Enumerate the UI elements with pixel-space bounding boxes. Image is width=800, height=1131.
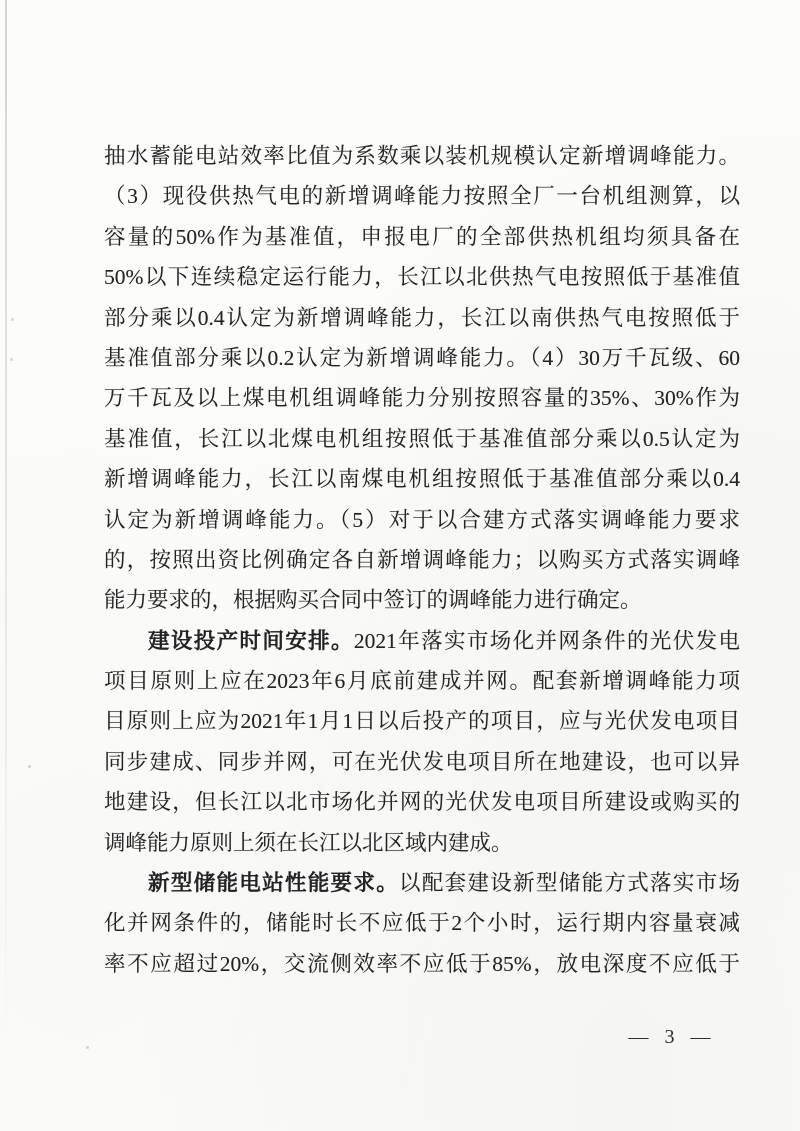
line-text: （3）现役供热气电的新增调峰能力按照全厂一台机组测算，以 xyxy=(104,184,740,209)
scan-speck xyxy=(86,1046,89,1049)
text-line xyxy=(104,701,740,741)
line-text: 抽水蓄能电站效率比值为系数乘以装机规模认定新增调峰能力。 xyxy=(104,144,740,168)
text-line xyxy=(104,782,740,822)
line-text: 地建设，但长江以北市场化并网的光伏发电项目所建设或购买的 xyxy=(104,790,740,815)
text-line xyxy=(104,661,740,701)
line-text: 率不应超过20%，交流侧效率不应低于85%，放电深度不应低于 xyxy=(104,951,740,976)
text-line xyxy=(104,580,740,620)
line-text: 基准值部分乘以0.2认定为新增调峰能力。（4）30万千瓦级、60 xyxy=(104,345,740,370)
document-body xyxy=(104,136,740,984)
text-line xyxy=(104,176,740,216)
text-line xyxy=(104,823,740,863)
line-text: 能力要求的，根据购买合同中签订的调峰能力进行确定。 xyxy=(104,588,642,613)
text-line xyxy=(104,540,740,580)
text-line xyxy=(104,621,740,661)
text-line xyxy=(104,298,740,338)
line-text: 化并网条件的，储能时长不应低于2个小时，运行期内容量衰减 xyxy=(104,911,740,936)
text-line xyxy=(104,944,740,984)
text-line xyxy=(104,136,740,176)
text-line xyxy=(104,217,740,257)
line-text: 项目原则上应在2023年6月底前建成并网。配套新增调峰能力项 xyxy=(104,669,740,694)
line-text: 50%以下连续稳定运行能力，长江以北供热气电按照低于基准值 xyxy=(104,265,740,290)
line-text: 同步建成、同步并网，可在光伏发电项目所在地建设，也可以异 xyxy=(104,749,740,774)
text-line xyxy=(104,338,740,378)
line-text: 认定为新增调峰能力。（5）对于以合建方式落实调峰能力要求 xyxy=(104,507,740,532)
line-bold-lead: 新型储能电站性能要求。 xyxy=(148,871,400,896)
page-number: — 3 — xyxy=(628,1026,712,1048)
line-text: 万千瓦及以上煤电机组调峰能力分别按照容量的35%、30%作为 xyxy=(104,386,740,411)
text-line xyxy=(104,378,740,418)
text-line xyxy=(104,459,740,499)
text-line xyxy=(104,742,740,782)
scan-speck xyxy=(11,318,14,321)
line-text: 目原则上应为2021年1月1日以后投产的项目，应与光伏发电项目 xyxy=(104,709,740,734)
line-bold-lead: 建设投产时间安排。 xyxy=(148,628,354,653)
text-line xyxy=(104,903,740,943)
text-line xyxy=(104,863,740,903)
text-line xyxy=(104,500,740,540)
line-text: 2021年落实市场化并网条件的光伏发电 xyxy=(353,628,740,653)
text-line xyxy=(104,257,740,297)
line-text: 新增调峰能力，长江以南煤电机组按照低于基准值部分乘以0.4 xyxy=(104,467,740,492)
line-text: 调峰能力原则上须在长江以北区域内建成。 xyxy=(104,830,513,855)
scan-speck xyxy=(28,765,31,768)
text-line xyxy=(104,419,740,459)
scan-left-edge xyxy=(5,0,7,1086)
line-text: 基准值，长江以北煤电机组按照低于基准值部分乘以0.5认定为 xyxy=(104,426,740,451)
scan-speck xyxy=(10,358,13,361)
line-text: 容量的50%作为基准值，申报电厂的全部供热机组均须具备在 xyxy=(104,224,740,249)
line-text: 部分乘以0.4认定为新增调峰能力，长江以南供热气电按照低于 xyxy=(104,305,740,330)
line-text: 以配套建设新型储能方式落实市场 xyxy=(399,871,740,896)
line-text: 的，按照出资比例确定各自新增调峰能力；以购买方式落实调峰 xyxy=(104,547,740,572)
